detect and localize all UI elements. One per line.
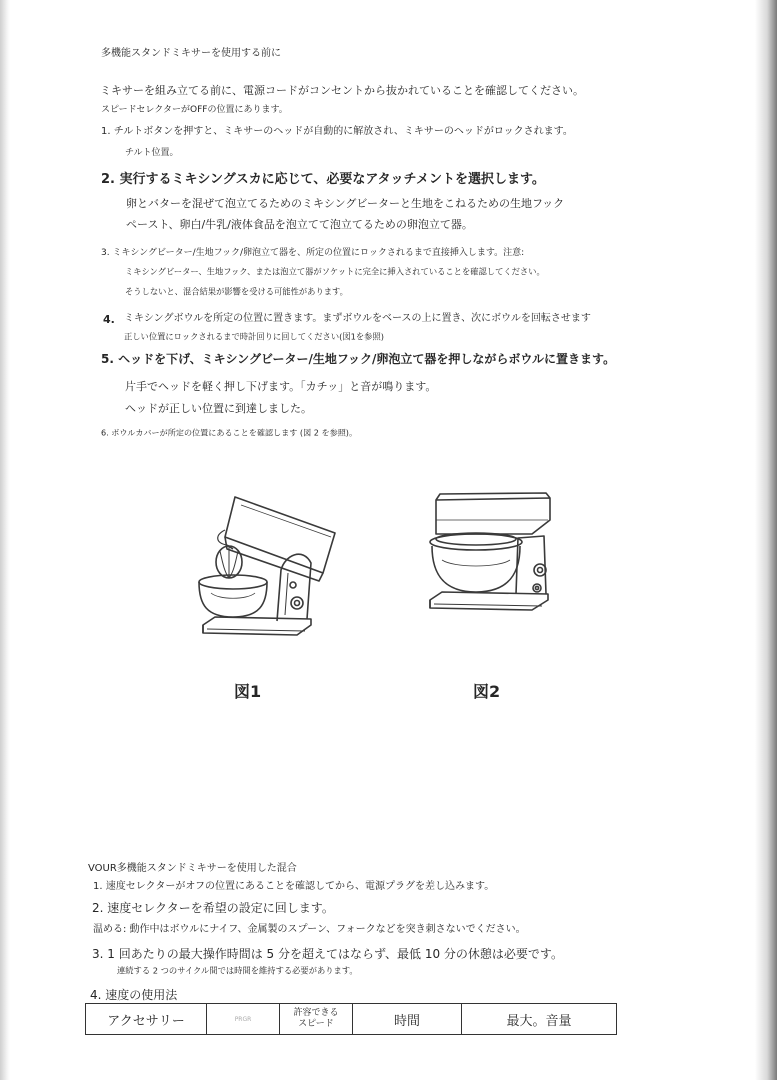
speed-usage-heading: 4. 速度の使用法 xyxy=(90,988,178,1002)
page-shadow-right xyxy=(755,0,777,1080)
step-4-number: 4. xyxy=(103,313,115,326)
intro-subtext: スピードセレクターがOFFの位置にあります。 xyxy=(101,105,288,115)
page-shadow-left xyxy=(0,0,10,1080)
mixing-step-2: 2. 速度セレクターを希望の設定に回します。 xyxy=(92,901,334,915)
step-1-note: チルト位置。 xyxy=(125,148,179,158)
speed-usage-table xyxy=(85,1003,617,1035)
step-5-note-2: ヘッドが正しい位置に到達しました。 xyxy=(125,402,312,415)
mixing-step-1: 1. 速度セレクターがオフの位置にあることを確認してから、電源プラグを差し込みます。 xyxy=(93,881,495,892)
step-3: 3. ミキシングビーター/生地フック/卵泡立て器を、所定の位置にロックされるまで直接挿入します。注意: xyxy=(101,248,525,258)
mixing-step-3-note: 連続する 2 つのサイクル間では時間を維持する必要があります。 xyxy=(117,967,358,977)
mixer-tilted-illustration xyxy=(185,485,345,655)
header-program: PRGR xyxy=(207,1004,280,1035)
mixing-warning: 温める: 動作中はボウルにナイフ、金属製のスプーン、フォークなどを突き刺さないでください。 xyxy=(93,924,526,935)
step-5: 5. ヘッドを下げ、ミキシングビーター/生地フック/卵泡立て器を押しながらボウルに置きます。 xyxy=(101,352,616,366)
mixing-section-title: VOUR多機能スタンドミキサーを使用した混合 xyxy=(88,863,297,874)
table-header-row xyxy=(86,1004,617,1035)
step-3-note-2: そうしないと、混合結果が影響を受ける可能性があります。 xyxy=(125,288,348,298)
step-2-note-1: 卵とバターを混ぜて泡立てるためのミキシングビーターと生地をこねるための生地フック xyxy=(126,197,565,210)
header-accessory: アクセサリー xyxy=(86,1004,207,1035)
header-max-volume: 最大。音量 xyxy=(462,1004,617,1035)
step-4: ミキシングボウルを所定の位置に置きます。まずボウルをベースの上に置き、次にボウルを回転させます xyxy=(124,313,591,324)
step-3-note-1: ミキシングビーター、生地フック、または泡立て器がソケットに完全に挿入されていることを確認してください。 xyxy=(125,268,545,278)
header-time: 時間 xyxy=(353,1004,462,1035)
step-5-note-1: 片手でヘッドを軽く押し下げます。「カチッ」と音が鳴ります。 xyxy=(125,380,437,393)
mixing-step-3: 3. 1 回あたりの最大操作時間は 5 分を超えてはならず、最低 10 分の休憩は必要です。 xyxy=(92,947,563,961)
step-1: 1. チルトボタンを押すと、ミキサーのヘッドが自動的に解放され、ミキサーのヘッドがロックされます。 xyxy=(101,126,573,137)
intro-text: ミキサーを組み立てる前に、電源コードがコンセントから抜かれていることを確認してください。 xyxy=(100,84,584,97)
step-6: 6. ボウルカバーが所定の位置にあることを確認します (図 2 を参照)。 xyxy=(101,429,358,438)
section-title: 多機能スタンドミキサーを使用する前に xyxy=(101,48,281,59)
step-2-note-2: ペースト、卵白/牛乳/液体食品を泡立てて泡立てるための卵泡立て器。 xyxy=(126,218,473,231)
header-allowed-speed: 許容できる スピード xyxy=(280,1004,353,1035)
step-4-note: 正しい位置にロックされるまで時計回りに回してください(図1を参照) xyxy=(124,333,384,343)
mixer-closed-illustration xyxy=(420,490,565,630)
figure-2-caption: 図2 xyxy=(473,682,501,701)
figure-1-caption: 図1 xyxy=(234,682,262,701)
step-2: 2. 実行するミキシングスカに応じて、必要なアタッチメントを選択します。 xyxy=(101,172,545,187)
